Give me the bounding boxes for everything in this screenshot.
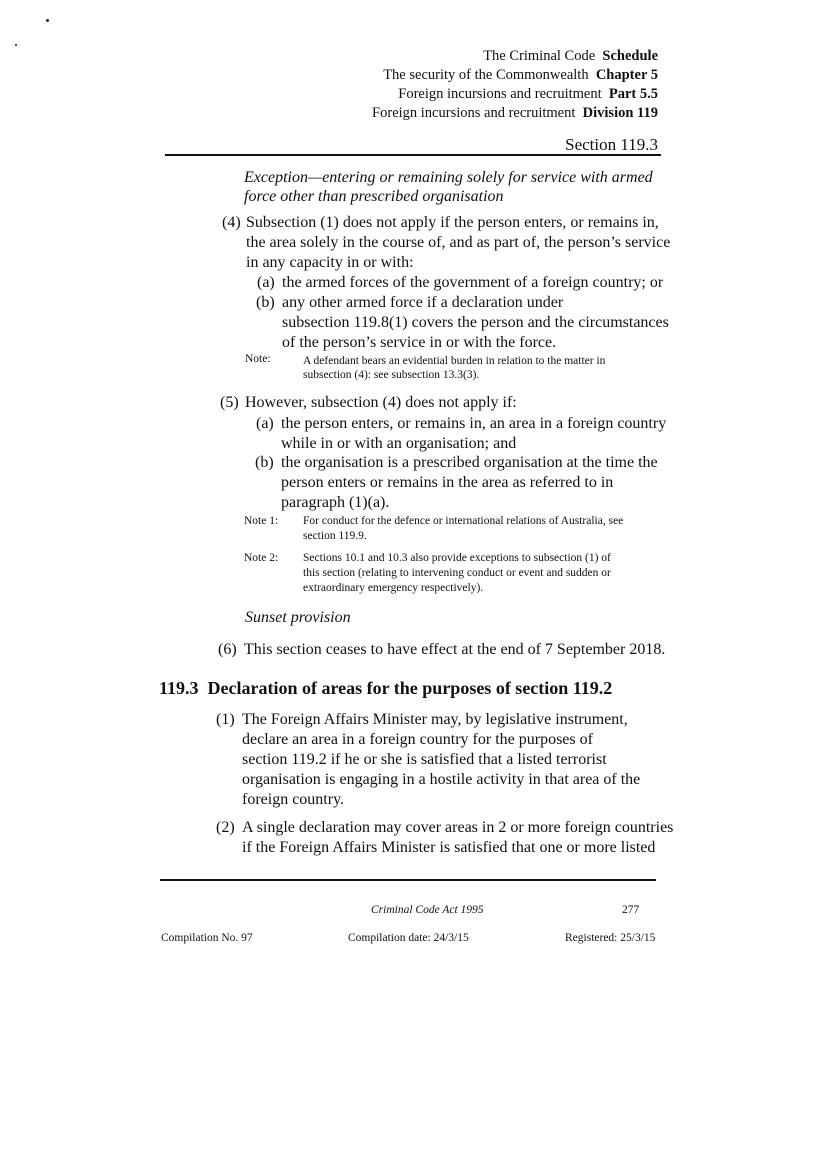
s1193-1-line: foreign country. bbox=[242, 791, 345, 808]
footer-page-number: 277 bbox=[622, 904, 640, 916]
paragraph-4b-line: of the person’s service in or with the force. bbox=[282, 334, 557, 351]
paragraph-5a-line: the person enters, or remains in, an area in a foreign country bbox=[281, 415, 667, 432]
paragraph-4b-line: any other armed force if a declaration under bbox=[282, 294, 564, 311]
paragraph-5b-line: paragraph (1)(a). bbox=[281, 494, 390, 511]
note2-line: extraordinary emergency respectively). bbox=[303, 582, 484, 594]
subsection-5-line: However, subsection (4) does not apply if: bbox=[245, 394, 517, 411]
note-label: Note: bbox=[245, 353, 271, 365]
footer-rule bbox=[160, 879, 656, 881]
paragraph-4a-text: the armed forces of the government of a foreign country; or bbox=[282, 274, 664, 291]
exception-heading-line-1: Exception—entering or remaining solely for service with armed bbox=[244, 169, 653, 186]
s1193-1-line: section 119.2 if he or she is satisfied that a listed terrorist bbox=[242, 751, 607, 768]
section-heading-title: Declaration of areas for the purposes of section 119.2 bbox=[207, 678, 613, 698]
section-heading bbox=[159, 678, 612, 699]
subsection-4-line: in any capacity in or with: bbox=[246, 254, 414, 271]
note2-line: Sections 10.1 and 10.3 also provide exceptions to subsection (1) of bbox=[303, 552, 611, 564]
scan-mark bbox=[15, 44, 17, 46]
header-line-4: Foreign incursions and recruitment Division 119 bbox=[372, 105, 658, 121]
s1193-1-line: organisation is engaging in a hostile activity in that area of the bbox=[242, 771, 641, 788]
s1193-1-number: (1) bbox=[216, 711, 235, 728]
note1-label: Note 1: bbox=[244, 515, 279, 527]
footer-compilation-date: Compilation date: 24/3/15 bbox=[348, 932, 469, 944]
footer-act-title: Criminal Code Act 1995 bbox=[371, 904, 484, 916]
paragraph-5b-number: (b) bbox=[255, 454, 274, 471]
note-line: A defendant bears an evidential burden in relation to the matter in bbox=[303, 355, 606, 367]
scan-mark bbox=[46, 19, 49, 22]
footer-compilation-number: Compilation No. 97 bbox=[161, 932, 253, 944]
paragraph-4b-line: subsection 119.8(1) covers the person and the circumstances bbox=[282, 314, 669, 331]
s1193-2-line: A single declaration may cover areas in 2 or more foreign countries bbox=[242, 819, 674, 836]
header-line-1: The Criminal Code Schedule bbox=[483, 48, 658, 64]
note1-line: For conduct for the defence or international relations of Australia, see bbox=[303, 515, 624, 527]
s1193-2-number: (2) bbox=[216, 819, 235, 836]
subsection-4-line: the area solely in the course of, and as part of, the person’s service bbox=[246, 234, 671, 251]
paragraph-5a-number: (a) bbox=[256, 415, 274, 432]
subsection-6-number: (6) bbox=[218, 641, 237, 658]
section-label: Section 119.3 bbox=[565, 135, 658, 154]
note-line: subsection (4): see subsection 13.3(3). bbox=[303, 369, 480, 381]
header-line-2: The security of the Commonwealth Chapter 5 bbox=[383, 67, 658, 83]
paragraph-5a-line: while in or with an organisation; and bbox=[281, 435, 517, 452]
note2-line: this section (relating to intervening conduct or event and sudden or bbox=[303, 567, 611, 579]
s1193-1-line: The Foreign Affairs Minister may, by legislative instrument, bbox=[242, 711, 628, 728]
subsection-4-number: (4) bbox=[222, 214, 241, 231]
subsection-4-line: Subsection (1) does not apply if the person enters, or remains in, bbox=[246, 214, 659, 231]
subsection-5-number: (5) bbox=[220, 394, 239, 411]
exception-heading-line-2: force other than prescribed organisation bbox=[244, 188, 504, 205]
s1193-1-line: declare an area in a foreign country for the purposes of bbox=[242, 731, 593, 748]
note1-line: section 119.9. bbox=[303, 530, 367, 542]
header-line-3: Foreign incursions and recruitment Part 5.5 bbox=[398, 86, 658, 102]
subsection-6-text: This section ceases to have effect at the end of 7 September 2018. bbox=[244, 641, 666, 658]
footer-registered-date: Registered: 25/3/15 bbox=[565, 932, 656, 944]
s1193-2-line: if the Foreign Affairs Minister is satisfied that one or more listed bbox=[242, 839, 656, 856]
paragraph-4b-number: (b) bbox=[256, 294, 275, 311]
sunset-heading: Sunset provision bbox=[245, 609, 351, 626]
paragraph-5b-line: person enters or remains in the area as referred to in bbox=[281, 474, 614, 491]
paragraph-5b-line: the organisation is a prescribed organisation at the time the bbox=[281, 454, 658, 471]
header-rule bbox=[165, 154, 661, 156]
note2-label: Note 2: bbox=[244, 552, 279, 564]
section-heading-number: 119.3 bbox=[159, 678, 199, 698]
paragraph-4a-number: (a) bbox=[257, 274, 275, 291]
